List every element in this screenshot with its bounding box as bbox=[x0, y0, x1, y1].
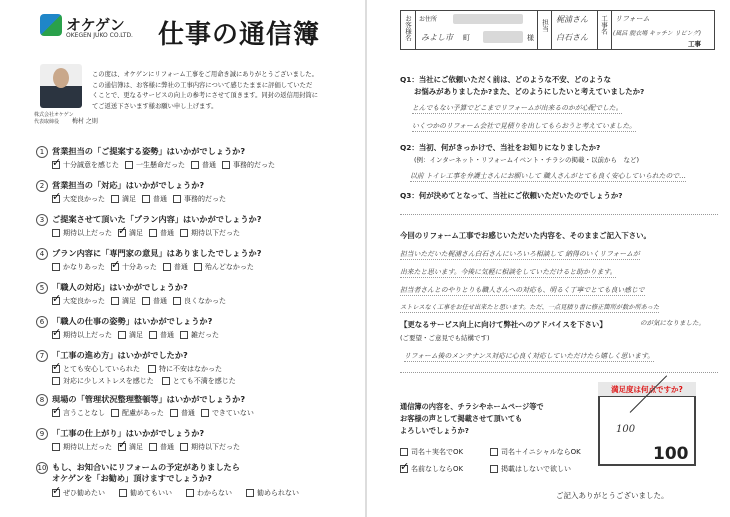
option[interactable]: 普通 bbox=[191, 160, 216, 170]
logo-text: オケゲン bbox=[66, 16, 125, 34]
option[interactable]: できていない bbox=[201, 408, 254, 418]
intro-line: この通信簿は、お客様に弊社の工事内容について感じたままに評価していただ bbox=[92, 81, 313, 89]
question-text-2: オケゲンを「お勧め」頂けますでしょうか? bbox=[52, 473, 212, 483]
checkbox[interactable] bbox=[490, 448, 498, 456]
advice-note: のが気になりました。 bbox=[640, 319, 705, 327]
option[interactable]: 特に不安はなかった bbox=[148, 364, 222, 374]
option[interactable]: 普通 bbox=[149, 330, 174, 340]
checkbox[interactable] bbox=[490, 465, 498, 473]
option[interactable]: 普通 bbox=[170, 408, 195, 418]
intro-line: くことで、更なるサービスの向上の参考にさせて頂きます。同封の返信用封筒に bbox=[92, 92, 319, 99]
checkbox[interactable] bbox=[170, 409, 178, 417]
option[interactable]: ✓ 満足 bbox=[118, 442, 143, 452]
option[interactable]: かなりあった bbox=[52, 262, 105, 272]
logo-icon bbox=[40, 14, 62, 36]
staff-name-1: 梶浦さん bbox=[556, 15, 588, 24]
question-number: 2 bbox=[36, 180, 48, 192]
review-line4: ストレスなく工事をお任せ出来たと思います。ただ、一点見積り書に修正箇所が数か所あった bbox=[400, 304, 660, 311]
review-line3: 担当者さんとのやりとりも職人さんへの対応も、明るく丁寧でとても良い感じで bbox=[400, 286, 645, 294]
question-text: 営業担当の「対応」はいかがでしょうか? bbox=[52, 180, 205, 190]
score-total: 100 bbox=[653, 444, 689, 464]
page-title: 仕事の通信簿 bbox=[158, 20, 321, 50]
checkbox[interactable] bbox=[400, 465, 408, 473]
question-number: 10 bbox=[37, 464, 47, 472]
answer-line bbox=[400, 214, 718, 215]
checkbox[interactable] bbox=[52, 489, 60, 497]
question-number: 8 bbox=[36, 394, 48, 406]
option[interactable]: 殆んどなかった bbox=[194, 262, 254, 272]
question-options bbox=[52, 160, 275, 170]
score-label: 満足度は何点ですか? bbox=[598, 382, 696, 397]
checkbox[interactable] bbox=[111, 263, 119, 271]
option[interactable]: 満足 bbox=[111, 194, 136, 204]
question-text: もし、お知合いにリフォームの予定がありましたら bbox=[52, 462, 240, 472]
president-role: 代表取締役 bbox=[34, 119, 60, 125]
survey-q3: Q3：何が決めてとなって、当社にご依頼いただいたのでしょうか? bbox=[400, 191, 623, 200]
question-text: ご提案させて頂いた「プラン内容」はいかがでしょうか? bbox=[52, 214, 262, 224]
option[interactable]: 良くなかった bbox=[173, 296, 226, 306]
customer-city: みよし市 bbox=[421, 33, 453, 42]
checkbox[interactable] bbox=[118, 443, 126, 451]
checkbox[interactable] bbox=[52, 365, 60, 373]
question-number: 6 bbox=[36, 316, 48, 328]
question-number: 3 bbox=[36, 214, 48, 226]
checkbox[interactable] bbox=[149, 443, 157, 451]
checkbox[interactable] bbox=[52, 263, 60, 271]
checkbox[interactable] bbox=[148, 365, 156, 373]
option[interactable]: 勧めてもいい bbox=[119, 488, 172, 498]
work-suffix: 工事 bbox=[688, 40, 701, 48]
address-label: お住所 bbox=[419, 16, 438, 23]
customer-label: お客様名 bbox=[404, 15, 412, 41]
score-value: 100 bbox=[616, 424, 636, 435]
checkbox[interactable] bbox=[52, 195, 60, 203]
checkbox[interactable] bbox=[180, 443, 188, 451]
checkbox[interactable] bbox=[111, 195, 119, 203]
checkbox[interactable] bbox=[149, 331, 157, 339]
intro-text bbox=[92, 70, 358, 112]
option[interactable]: 勧められない bbox=[246, 488, 299, 498]
survey-q1-cont: お悩みがありましたか?また、どのようにしたいと考えていましたか? bbox=[414, 87, 645, 96]
question-number: 1 bbox=[36, 146, 48, 158]
customer-info-table bbox=[400, 10, 715, 50]
question-options bbox=[52, 488, 299, 498]
checkbox[interactable] bbox=[173, 195, 181, 203]
survey-a2: 以前 トイレ工事を弁護士さんにお願いして 職人さんがとても良く安心していられたので… bbox=[410, 172, 686, 180]
customer-town: 町 bbox=[463, 34, 470, 42]
checkbox[interactable] bbox=[173, 297, 181, 305]
checkbox[interactable] bbox=[222, 161, 230, 169]
question-text: 営業担当の「ご提案する姿勢」はいかがでしょうか? bbox=[52, 146, 246, 156]
option[interactable]: 普通 bbox=[142, 296, 167, 306]
survey-q2-example: (例：インターネット・リフォームイベント・チラシの掲載・以前から など) bbox=[414, 156, 640, 164]
checkbox[interactable] bbox=[142, 195, 150, 203]
option[interactable]: 期待以下だった bbox=[180, 442, 240, 452]
question-number: 5 bbox=[36, 282, 48, 294]
redacted-name bbox=[483, 31, 523, 43]
advice-subtitle: (ご要望・ご意見でも結構です) bbox=[400, 334, 490, 342]
intro-line: この度は、オケゲンにリフォーム工事をご用命き誠にありがとうございました。 bbox=[92, 71, 318, 78]
option[interactable]: ✓ 十分あった bbox=[111, 262, 157, 272]
survey-a1-line1: とんでもない予算でどこまでリフォームが出来るのかが心配でした。 bbox=[412, 104, 623, 112]
option[interactable]: ✓ 大変良かった bbox=[52, 194, 105, 204]
publish-question-3: よろしいでしょうか? bbox=[400, 426, 469, 435]
checkbox[interactable] bbox=[163, 263, 171, 271]
question-number: 9 bbox=[36, 428, 48, 440]
option[interactable]: 事務的だった bbox=[222, 160, 275, 170]
work-label: 工事名 bbox=[600, 15, 608, 35]
survey-a1-line2: いくつかのリフォーム会社で見積りを出してもらおうと考えていました。 bbox=[412, 122, 636, 130]
checkbox[interactable] bbox=[149, 229, 157, 237]
name-suffix: 様 bbox=[527, 34, 534, 42]
checkbox[interactable] bbox=[191, 161, 199, 169]
option[interactable]: 事務的だった bbox=[173, 194, 226, 204]
option[interactable]: 普通 bbox=[149, 228, 174, 238]
question-options bbox=[52, 442, 240, 452]
option[interactable]: 配慮があった bbox=[111, 408, 164, 418]
publish-question-2: お客様の声として掲載させて頂いても bbox=[400, 414, 523, 423]
question-options bbox=[52, 330, 219, 340]
option[interactable]: ✓ ぜひ勧めたい bbox=[52, 488, 105, 498]
publish-option-initial[interactable]: 司名＋イニシャルならOK bbox=[490, 447, 581, 457]
option[interactable]: ✓ 十分誠意を感じた bbox=[52, 160, 119, 170]
checkbox[interactable] bbox=[52, 443, 60, 451]
review-title: 今回のリフォーム工事でお感じいただいた内容を、そのままご記入下さい。 bbox=[400, 231, 651, 240]
checkbox[interactable] bbox=[118, 331, 126, 339]
checkbox[interactable] bbox=[194, 263, 202, 271]
page-divider bbox=[365, 0, 367, 517]
option[interactable]: 普通 bbox=[163, 262, 188, 272]
question-text: プラン内容に「専門家の意見」はありましたでしょうか? bbox=[52, 248, 262, 258]
intro-line: てご返送下さいます様お願い申し上げます。 bbox=[92, 102, 218, 110]
publish-question-1: 通信簿の内容を、チラシやホームページ等で bbox=[400, 402, 544, 411]
option[interactable]: ✓ とても安心していられた bbox=[52, 364, 140, 374]
president-name: 梅村 之則 bbox=[72, 118, 98, 125]
publish-option-real-name[interactable]: 司名＋実名でOK bbox=[400, 447, 463, 457]
logo-subtitle: OKEGEN JUKO CO.LTD. bbox=[66, 32, 133, 39]
checkbox[interactable] bbox=[52, 409, 60, 417]
checkbox[interactable] bbox=[180, 229, 188, 237]
question-text: 「職人の対応」はいかがでしょうか? bbox=[52, 282, 188, 292]
option[interactable]: 一生懸命だった bbox=[125, 160, 185, 170]
checkbox[interactable] bbox=[52, 377, 60, 385]
option[interactable]: 期待以上だった bbox=[52, 228, 112, 238]
checkbox[interactable] bbox=[201, 409, 209, 417]
thanks-text: ご記入ありがとうございました。 bbox=[556, 491, 669, 500]
survey-q1: Q1：当社にご依頼いただく前は、どのような不安、どのような bbox=[400, 75, 611, 84]
question-text: 「工事の進め方」はいかがでしたか? bbox=[52, 350, 188, 360]
question-options bbox=[52, 408, 254, 418]
option[interactable]: 雑だった bbox=[180, 330, 219, 340]
option[interactable]: ✓ 言うことなし bbox=[52, 408, 105, 418]
option[interactable]: 期待以下だった bbox=[180, 228, 240, 238]
staff-label: 担当 bbox=[541, 19, 549, 32]
option[interactable]: 普通 bbox=[142, 194, 167, 204]
question-text: 「職人の仕事の姿勢」はいかがでしょうか? bbox=[52, 316, 213, 326]
advice-answer: リフォーム後のメンテナンス対応に心良く対応していただけたら嬉しく思います。 bbox=[404, 352, 655, 360]
answer-line bbox=[400, 372, 718, 373]
option[interactable]: ✓ 満足 bbox=[118, 228, 143, 238]
work-name: リフォーム bbox=[615, 15, 650, 23]
redacted-address bbox=[453, 14, 523, 24]
checkbox[interactable] bbox=[186, 489, 194, 497]
checkbox[interactable] bbox=[119, 489, 127, 497]
question-text: 「工事の仕上がり」はいかがでしょうか? bbox=[52, 428, 205, 438]
checkbox[interactable] bbox=[52, 229, 60, 237]
checkbox[interactable] bbox=[142, 297, 150, 305]
question-options bbox=[52, 262, 254, 272]
president-company: 株式会社オケゲン bbox=[34, 112, 74, 118]
question-options bbox=[52, 194, 226, 204]
question-number: 4 bbox=[36, 248, 48, 260]
option[interactable]: 対応に少しストレスを感じた bbox=[52, 376, 154, 386]
checkbox[interactable] bbox=[111, 409, 119, 417]
review-line2: 出来たと思います。今後に気軽に相談をしていただけると助かります。 bbox=[400, 268, 617, 276]
checkbox[interactable] bbox=[52, 161, 60, 169]
option[interactable]: 満足 bbox=[118, 330, 143, 340]
option[interactable]: 満足 bbox=[111, 296, 136, 306]
checkbox[interactable] bbox=[162, 377, 170, 385]
option[interactable]: ✓ 大変良かった bbox=[52, 296, 105, 306]
review-line1: 担当いただいた梶浦さん白石さんにいろいろ相談して 納得のいくリフォームが bbox=[400, 250, 640, 258]
checkbox[interactable] bbox=[246, 489, 254, 497]
option[interactable]: 期待以上だった bbox=[52, 442, 112, 452]
staff-name-2: 白石さん bbox=[556, 33, 588, 42]
question-options bbox=[52, 364, 236, 386]
publish-option-no-name[interactable]: ✓ 名前なしならOK bbox=[400, 464, 463, 474]
option[interactable]: わからない bbox=[186, 488, 232, 498]
question-number: 7 bbox=[36, 350, 48, 362]
option[interactable]: ✓ 期待以上だった bbox=[52, 330, 112, 340]
checkbox[interactable] bbox=[180, 331, 188, 339]
question-text: 現場の「管理状況整理整頓等」はいかがでしょうか? bbox=[52, 394, 246, 404]
question-options bbox=[52, 228, 240, 238]
question-options bbox=[52, 296, 226, 306]
checkbox[interactable] bbox=[111, 297, 119, 305]
survey-q2: Q2：当初、何がきっかけで、当社をお知りになりましたか? bbox=[400, 143, 601, 152]
option[interactable]: とても不満を感じた bbox=[162, 376, 236, 386]
option[interactable]: 普通 bbox=[149, 442, 174, 452]
checkbox[interactable] bbox=[52, 297, 60, 305]
work-detail: (風呂 脱衣場 キッチン リビング) bbox=[613, 30, 701, 37]
advice-title: 【更なるサービス向上に向けて弊社へのアドバイスを下さい】 bbox=[400, 320, 607, 329]
checkbox[interactable] bbox=[400, 448, 408, 456]
checkbox[interactable] bbox=[52, 331, 60, 339]
president-photo-head bbox=[53, 68, 69, 88]
publish-option-decline[interactable]: 掲載はしないで欲しい bbox=[490, 464, 571, 474]
checkbox[interactable] bbox=[118, 229, 126, 237]
checkbox[interactable] bbox=[125, 161, 133, 169]
